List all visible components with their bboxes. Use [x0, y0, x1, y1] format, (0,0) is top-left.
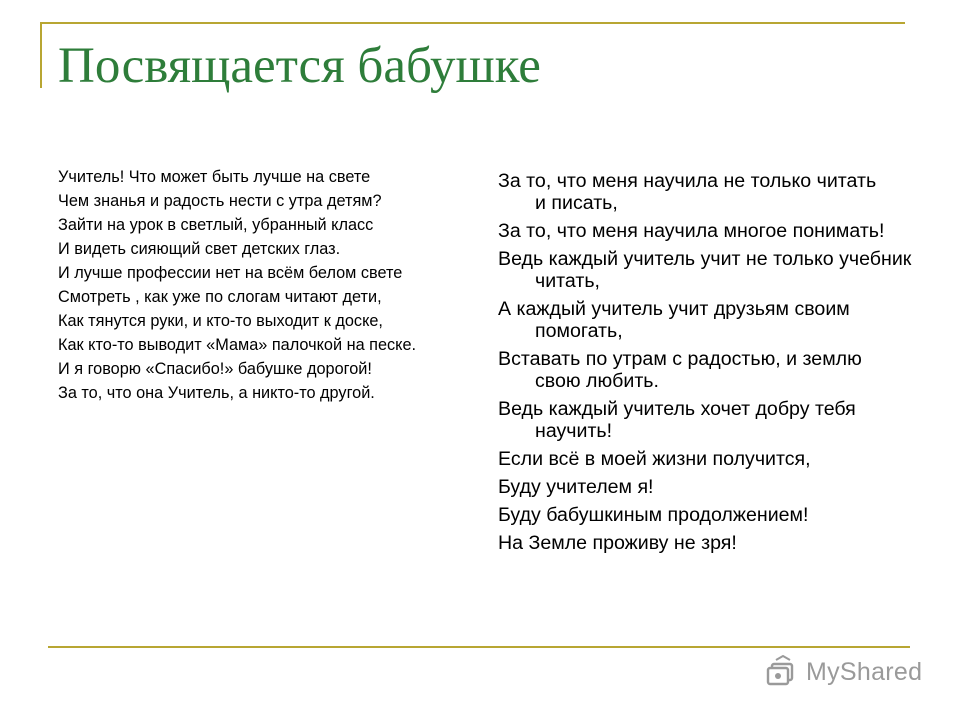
poem-line: Учитель! Что может быть лучше на свете [58, 168, 371, 186]
poem-line: Ведь каждый учитель хочет добру тебя научить! [498, 398, 856, 442]
poem-line: И лучше профессии нет на всём белом свете [58, 264, 403, 282]
poem-line: Буду бабушкиным продолжением! [498, 504, 809, 526]
poem-line: На Земле проживу не зря! [498, 532, 737, 554]
poem-line: За то, что меня научила не только читать и писать, [498, 170, 877, 214]
myshared-logo-icon [766, 655, 800, 689]
poem-line: За то, что меня научила многое понимать! [498, 220, 885, 242]
poem-line: Как тянутся руки, и кто-то выходит к доске, [58, 312, 383, 330]
poem-line: И видеть сияющий свет детских глаз. [58, 240, 341, 258]
poem-line: Ведь каждый учитель учит не только учебник читать, [498, 248, 912, 292]
slide-title: Посвящается бабушке [58, 38, 541, 94]
poem-line: Зайти на урок в светлый, убранный класс [58, 216, 374, 234]
poem-line: А каждый учитель учит друзьям своим помогать, [498, 298, 850, 342]
poem-line: Как кто-то выводит «Мама» палочкой на песке. [58, 336, 417, 354]
frame-line-left [40, 22, 42, 88]
poem-line: За то, что она Учитель, а никто-то другой. [58, 384, 375, 402]
watermark [766, 655, 922, 689]
poem-left-column [58, 168, 473, 408]
poem-line: Буду учителем я! [498, 476, 654, 498]
poem-line: Чем знанья и радость нести с утра детям? [58, 192, 382, 210]
watermark-text: MyShared [806, 657, 923, 686]
poem-right-column [498, 170, 912, 560]
poem-line: Вставать по утрам с радостью, и землю свою любить. [498, 348, 862, 392]
poem-line: Если всё в моей жизни получится, [498, 448, 811, 470]
frame-line-bottom [48, 646, 910, 648]
poem-line: Смотреть , как уже по слогам читают дети, [58, 288, 382, 306]
frame-line-top [40, 22, 905, 24]
poem-line: И я говорю «Спасибо!» бабушке дорогой! [58, 360, 372, 378]
